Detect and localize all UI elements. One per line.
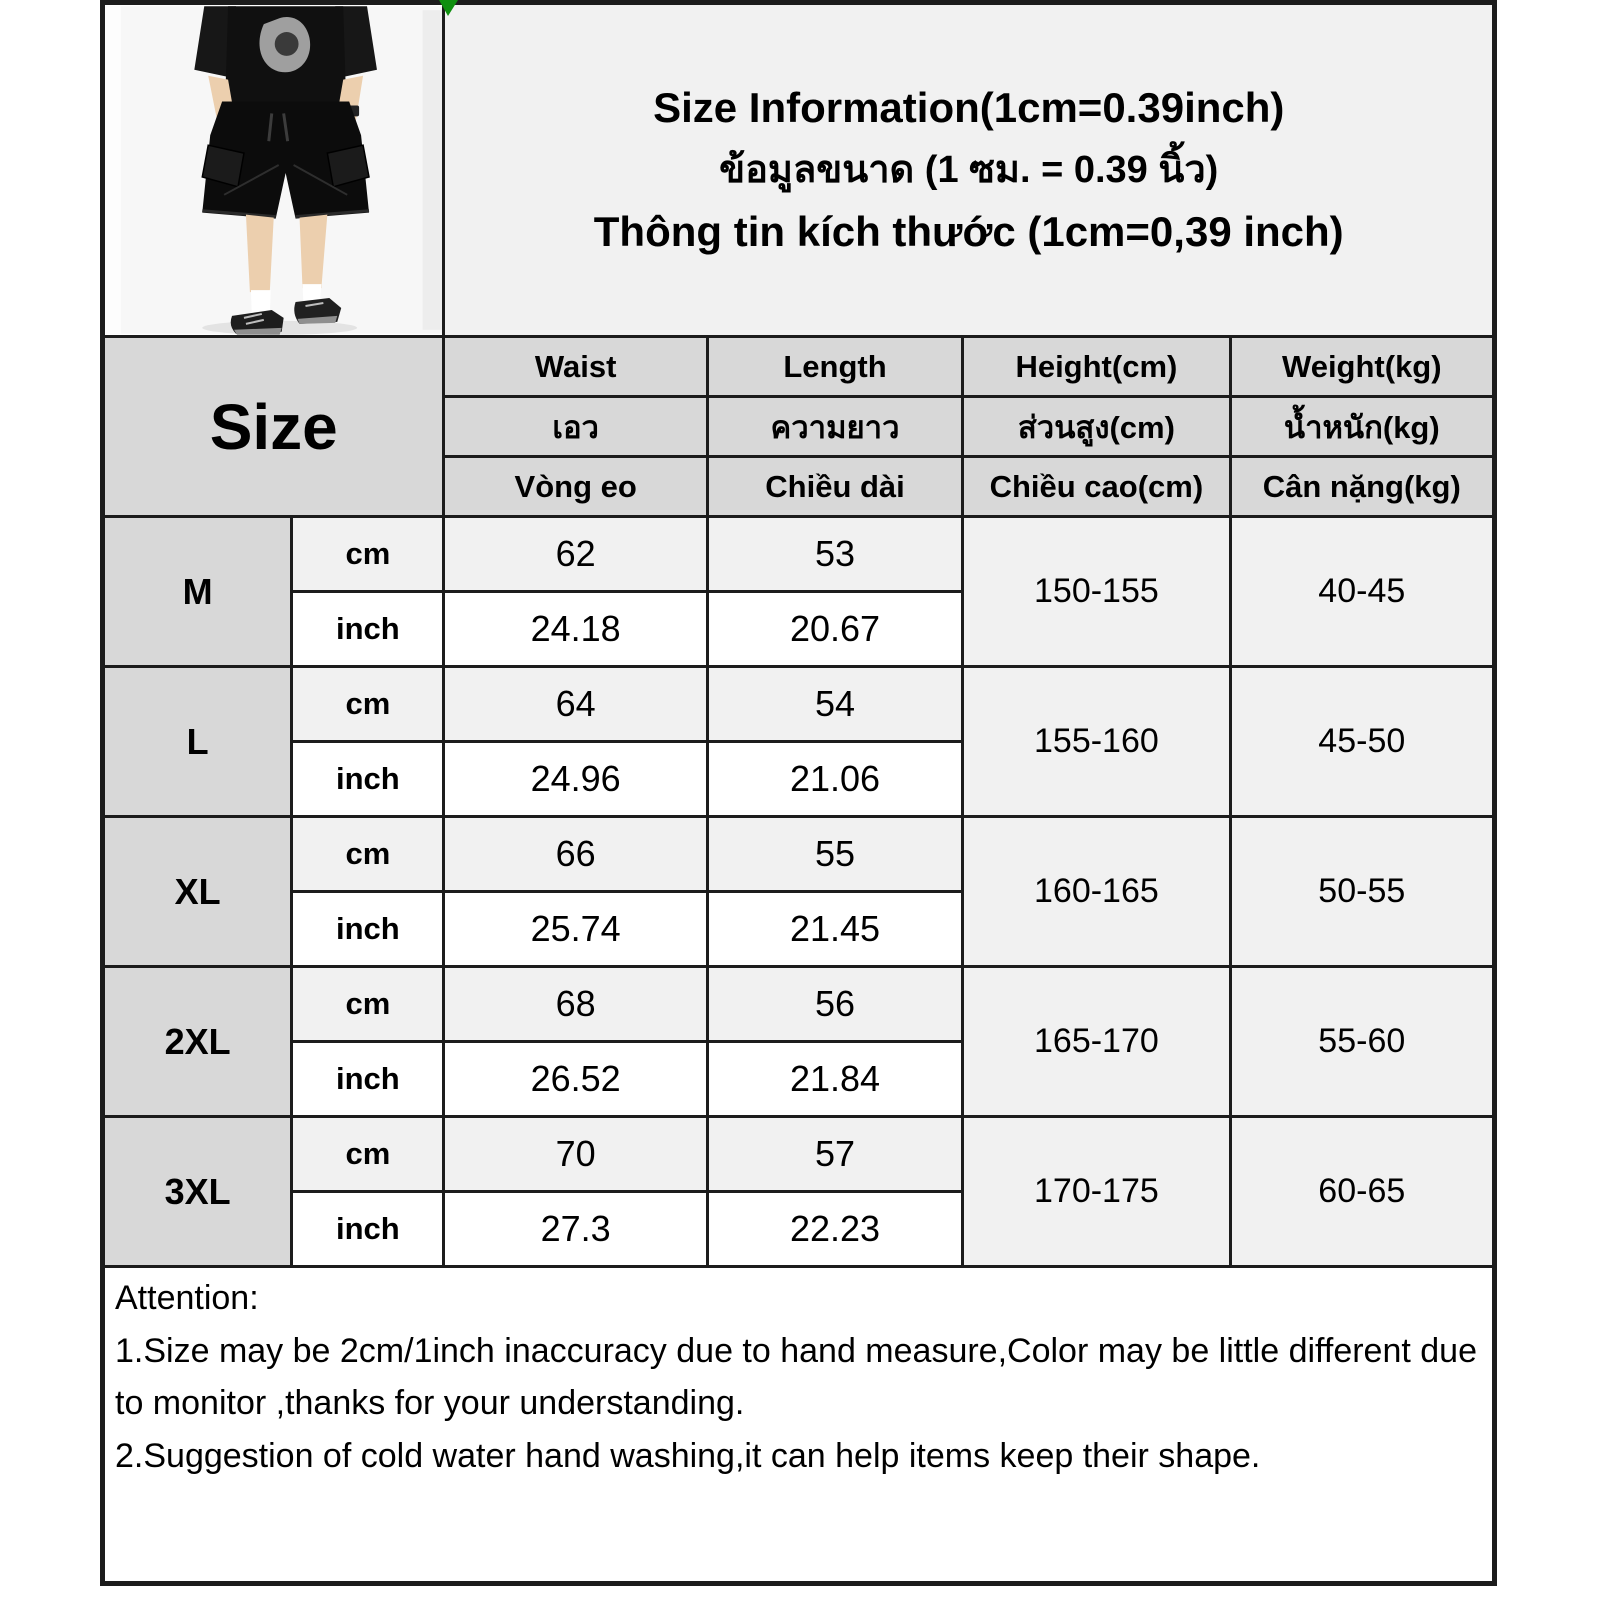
size-name-2xl: 2XL (103, 967, 292, 1117)
size-name-m: M (103, 517, 292, 667)
unit-inch-label: inch (292, 1192, 444, 1267)
title-vi: Thông tin kích thước (1cm=0,39 inch) (593, 208, 1344, 255)
attention-cell (103, 1267, 1495, 1584)
title-th: ข้อมูลขนาด (1 ซม. = 0.39 นิ้ว) (719, 149, 1219, 191)
unit-cm-label: cm (292, 517, 444, 592)
length-cm-value: 57 (707, 1117, 962, 1192)
size-header: Size (103, 337, 444, 517)
attention-line2: 2.Suggestion of cold water hand washing,it can help items keep their shape. (115, 1437, 1261, 1476)
size-name-xl: XL (103, 817, 292, 967)
height-range-value: 170-175 (963, 1117, 1230, 1267)
size-row-xl-cm (103, 817, 1495, 892)
size-chart-sheet (100, 0, 1497, 1586)
col-header-waist-th: เอว (444, 397, 707, 457)
col-header-length-vi: Chiều dài (707, 457, 962, 517)
col-header-weight-th: น้ำหนัก(kg) (1230, 397, 1494, 457)
unit-cm-label: cm (292, 817, 444, 892)
header-row-en (103, 337, 1495, 397)
length-inch-value: 21.06 (707, 742, 962, 817)
height-range-value: 150-155 (963, 517, 1230, 667)
size-row-l-cm (103, 667, 1495, 742)
weight-range-value: 55-60 (1230, 967, 1494, 1117)
waist-cm-value: 68 (444, 967, 707, 1042)
col-header-height-en: Height(cm) (963, 337, 1230, 397)
col-header-length-en: Length (707, 337, 962, 397)
unit-inch-label: inch (292, 592, 444, 667)
size-row-2xl-cm (103, 967, 1495, 1042)
title-en: Size Information(1cm=0.39inch) (653, 84, 1285, 131)
weight-range-value: 40-45 (1230, 517, 1494, 667)
waist-inch-value: 26.52 (444, 1042, 707, 1117)
length-cm-value: 56 (707, 967, 962, 1042)
length-cm-value: 54 (707, 667, 962, 742)
attention-line1: 1.Size may be 2cm/1inch inaccuracy due to hand measure,Color may be little different due to monitor ,thanks for your understanding. (115, 1331, 1477, 1423)
col-header-waist-vi: Vòng eo (444, 457, 707, 517)
waist-cm-value: 66 (444, 817, 707, 892)
unit-cm-label: cm (292, 967, 444, 1042)
unit-inch-label: inch (292, 892, 444, 967)
waist-inch-value: 24.18 (444, 592, 707, 667)
col-header-weight-vi: Cân nặng(kg) (1230, 457, 1494, 517)
top-row (103, 3, 1495, 337)
size-row-3xl-cm (103, 1117, 1495, 1192)
title-cell (444, 3, 1495, 337)
length-inch-value: 21.45 (707, 892, 962, 967)
waist-cm-value: 70 (444, 1117, 707, 1192)
col-header-waist-en: Waist (444, 337, 707, 397)
col-header-height-th: ส่วนสูง(cm) (963, 397, 1230, 457)
weight-range-value: 50-55 (1230, 817, 1494, 967)
waist-inch-value: 24.96 (444, 742, 707, 817)
height-range-value: 155-160 (963, 667, 1230, 817)
height-range-value: 160-165 (963, 817, 1230, 967)
col-header-length-th: ความยาว (707, 397, 962, 457)
length-inch-value: 22.23 (707, 1192, 962, 1267)
unit-inch-label: inch (292, 1042, 444, 1117)
unit-cm-label: cm (292, 1117, 444, 1192)
product-photo (105, 5, 442, 335)
weight-range-value: 60-65 (1230, 1117, 1494, 1267)
green-triangle-icon (439, 0, 458, 16)
unit-cm-label: cm (292, 667, 444, 742)
waist-inch-value: 25.74 (444, 892, 707, 967)
length-inch-value: 20.67 (707, 592, 962, 667)
length-inch-value: 21.84 (707, 1042, 962, 1117)
product-photo-cell (103, 3, 444, 337)
waist-cm-value: 64 (444, 667, 707, 742)
length-cm-value: 53 (707, 517, 962, 592)
size-name-l: L (103, 667, 292, 817)
attention-row (103, 1267, 1495, 1584)
length-cm-value: 55 (707, 817, 962, 892)
col-header-weight-en: Weight(kg) (1230, 337, 1494, 397)
height-range-value: 165-170 (963, 967, 1230, 1117)
waist-cm-value: 62 (444, 517, 707, 592)
attention-heading: Attention: (115, 1279, 259, 1317)
weight-range-value: 45-50 (1230, 667, 1494, 817)
size-name-3xl: 3XL (103, 1117, 292, 1267)
unit-inch-label: inch (292, 742, 444, 817)
waist-inch-value: 27.3 (444, 1192, 707, 1267)
col-header-height-vi: Chiều cao(cm) (963, 457, 1230, 517)
size-row-m-cm (103, 517, 1495, 592)
size-table (100, 0, 1497, 1586)
